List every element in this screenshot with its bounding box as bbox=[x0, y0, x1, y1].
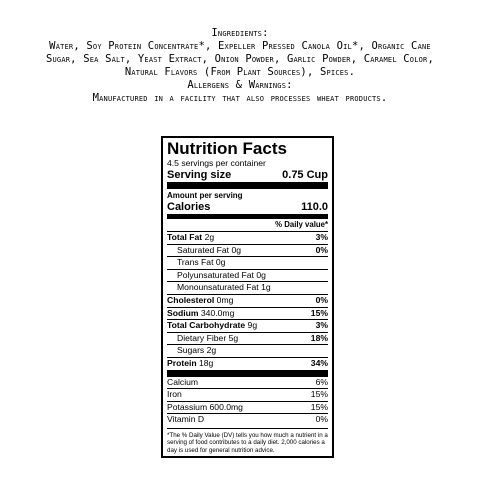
nutrient-value: 2g bbox=[206, 345, 217, 356]
nutrient-value: 2g bbox=[204, 232, 215, 242]
vitamin-pct: 0% bbox=[315, 414, 328, 425]
ingredients-heading: Ingredients: bbox=[211, 27, 269, 39]
nutrient-row-total-fat bbox=[167, 231, 328, 244]
nutrient-label: Saturated Fat bbox=[177, 244, 230, 255]
allergens-text: Manufactured in a facility that also processes wheat products. bbox=[92, 92, 388, 104]
serving-size-label: Serving size bbox=[167, 169, 232, 181]
vitamin-row-potassium bbox=[167, 401, 328, 414]
vitamin-pct: 15% bbox=[310, 389, 328, 400]
nutrient-value: 5g bbox=[228, 332, 239, 343]
vitamin-pct: 15% bbox=[310, 401, 328, 412]
vitamin-row-iron bbox=[167, 388, 328, 401]
vitamin-row-calcium bbox=[167, 377, 328, 389]
vitamin-label: Vitamin D bbox=[167, 414, 205, 425]
nutrient-pct: 15% bbox=[310, 307, 328, 318]
thick-divider bbox=[167, 182, 328, 189]
nutrient-label: Monounsaturated Fat bbox=[177, 282, 259, 293]
servings-per-container: 4.5 servings per container bbox=[167, 158, 266, 168]
vitamin-label: Iron bbox=[167, 389, 182, 400]
nutrient-row-total-carbohydrate bbox=[167, 319, 328, 332]
nutrient-row-saturated-fat bbox=[167, 244, 328, 257]
nutrient-label: Total Carbohydrate bbox=[167, 320, 246, 331]
nutrient-row-monounsaturated-fat bbox=[167, 281, 328, 294]
serving-size-value: 0.75 Cup bbox=[282, 169, 328, 181]
daily-value-header: % Daily value* bbox=[167, 218, 328, 231]
calories-label: Calories bbox=[167, 201, 211, 213]
nutrient-label: Protein bbox=[167, 357, 197, 368]
ingredients-text: Water, Soy Protein Concentrate*, Expeller Pressed Canola Oil*, Organic Cane Sugar, Sea Salt, Yeast Extract, Onion Powder, Garlic Powder, Caramel Color, Natural Flavors (From Plant Sources), Spices. bbox=[46, 40, 434, 78]
nutrient-pct: 0% bbox=[315, 294, 328, 305]
nutrient-label: Cholesterol bbox=[167, 294, 215, 305]
nutrient-row-cholesterol bbox=[167, 294, 328, 307]
nutrient-pct: 34% bbox=[310, 357, 328, 368]
ingredients-block bbox=[40, 27, 440, 105]
nutrient-value: 340.0mg bbox=[200, 307, 235, 318]
nutrient-label: Polyunsaturated Fat bbox=[177, 269, 254, 280]
nutrient-pct: 18% bbox=[310, 332, 328, 343]
amount-per-serving: Amount per serving bbox=[167, 191, 243, 200]
calories-row bbox=[167, 201, 328, 214]
nutrient-value: 0g bbox=[231, 244, 242, 255]
nutrient-value: 9g bbox=[247, 320, 258, 331]
vitamin-pct: 6% bbox=[315, 376, 328, 387]
nutrient-row-polyunsaturated-fat bbox=[167, 269, 328, 282]
nutrient-label: Trans Fat bbox=[177, 257, 214, 268]
calories-value: 110.0 bbox=[301, 201, 328, 213]
nutrient-row-sugars bbox=[167, 344, 328, 357]
allergens-heading: Allergens & Warnings: bbox=[187, 79, 293, 91]
thick-divider-vitamins bbox=[167, 370, 328, 377]
nutrient-value: 0g bbox=[215, 257, 226, 268]
nutrient-pct: 3% bbox=[315, 320, 328, 331]
nutrient-row-sodium bbox=[167, 307, 328, 320]
nutrient-value: 1g bbox=[261, 282, 271, 293]
vitamin-label: Potassium 600.0mg bbox=[167, 401, 243, 412]
serving-size-row bbox=[167, 169, 328, 182]
nutrient-label: Total Fat bbox=[167, 232, 203, 242]
nutrient-row-dietary-fiber bbox=[167, 332, 328, 345]
nutrition-facts-panel bbox=[161, 136, 334, 458]
vitamin-row-vitamin-d bbox=[167, 413, 328, 426]
nutrient-pct: 3% bbox=[315, 232, 328, 242]
nutrient-row-trans-fat bbox=[167, 256, 328, 269]
nutrient-label: Dietary Fiber bbox=[177, 332, 227, 343]
daily-value-footnote: *The % Daily Value (DV) tells you how much a nutrient in a serving of food contributes to a daily diet. 2,000 calories a day is used for general nutrition advice. bbox=[167, 428, 328, 454]
nutrient-label: Sodium bbox=[167, 307, 199, 318]
nutrient-value: 0mg bbox=[216, 294, 234, 305]
nutrient-value: 0g bbox=[256, 269, 266, 280]
nutrient-pct: 0% bbox=[315, 244, 328, 255]
nutrient-row-protein bbox=[167, 357, 328, 370]
nutrient-label: Sugars bbox=[177, 345, 205, 356]
vitamin-label: Calcium bbox=[167, 376, 199, 387]
nutrient-value: 18g bbox=[199, 357, 214, 368]
nutrition-title: Nutrition Facts bbox=[167, 139, 287, 158]
